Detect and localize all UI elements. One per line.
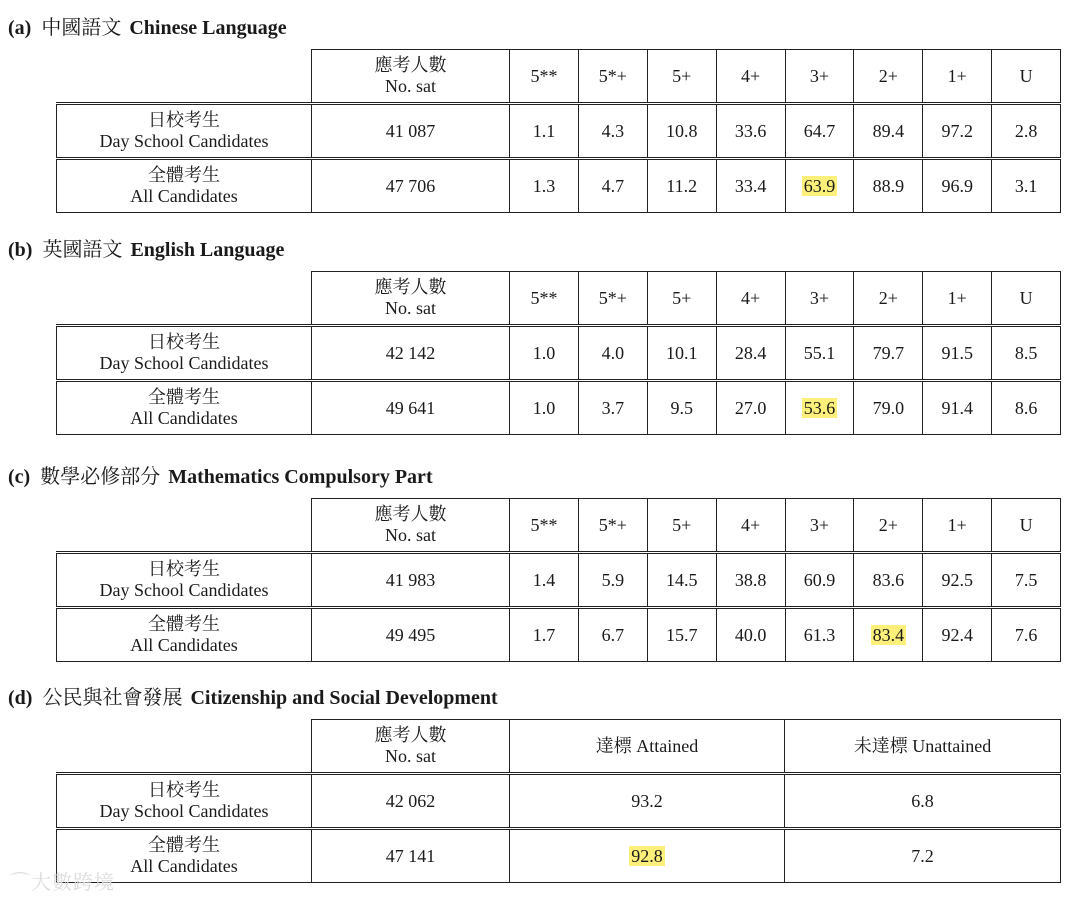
- grade-header: 3+: [785, 499, 854, 553]
- grade-header: 2+: [854, 50, 923, 104]
- section-title-en: Citizenship and Social Development: [190, 687, 498, 709]
- value-cell: [647, 381, 716, 435]
- value-cell: 5.9: [578, 553, 647, 608]
- value-text: 3.1: [1014, 175, 1038, 196]
- value-cell: [647, 608, 716, 662]
- value-cell: [578, 608, 647, 662]
- all-candidates-row: [57, 159, 1061, 213]
- row-label-zh: 全體考生: [148, 387, 220, 407]
- value-cell: 10.8: [647, 104, 716, 159]
- section-a-table: [56, 49, 1061, 213]
- value-cell: 83.6: [854, 553, 923, 608]
- value-cell: 10.1: [647, 326, 716, 381]
- attained-cell: [510, 829, 785, 883]
- value-text: 9.5: [670, 397, 693, 418]
- row-label-zh: 日校考生: [148, 332, 220, 352]
- grade-header: 5+: [647, 499, 716, 553]
- no-sat-cell: 49 641: [312, 381, 510, 435]
- watermark-text: 大數跨境: [31, 870, 115, 894]
- no-sat-en: No. sat: [385, 525, 436, 545]
- value-cell: 92.5: [923, 553, 992, 608]
- value-cell: [716, 159, 785, 213]
- value-text: 11.2: [666, 175, 698, 196]
- no-sat-cell: 42 142: [312, 326, 510, 381]
- no-sat-cell: 41 087: [312, 104, 510, 159]
- value-cell: 33.6: [716, 104, 785, 159]
- grade-header: 5**: [510, 272, 579, 326]
- grade-header: 4+: [716, 499, 785, 553]
- blank-corner: [57, 499, 312, 553]
- value-text: 4.7: [601, 175, 625, 196]
- row-label-zh: 全體考生: [148, 165, 220, 185]
- value-text: 91.4: [941, 397, 973, 418]
- header-row: [57, 272, 1061, 326]
- section-title-en: English Language: [130, 239, 285, 261]
- no-sat-cell: 49 495: [312, 608, 510, 662]
- row-label-en: Day School Candidates: [99, 801, 269, 821]
- all-candidates-row: [57, 829, 1061, 883]
- value-text: 33.4: [734, 175, 767, 196]
- value-cell: [510, 608, 579, 662]
- row-label: [57, 326, 312, 381]
- grade-header: 5*+: [578, 499, 647, 553]
- section-title-en: Chinese Language: [129, 17, 287, 39]
- value-text: 1.3: [532, 175, 556, 196]
- row-label-en: Day School Candidates: [99, 580, 269, 600]
- section-c-table: [56, 498, 1061, 662]
- row-label: [57, 774, 312, 829]
- attained-header: 達標 Attained: [510, 720, 785, 774]
- blank-corner: [57, 50, 312, 104]
- row-label-en: All Candidates: [130, 856, 238, 876]
- no-sat-cell: 47 706: [312, 159, 510, 213]
- row-label: [57, 104, 312, 159]
- grade-header: 5**: [510, 50, 579, 104]
- no-sat-header: [312, 50, 510, 104]
- day-school-row: [57, 553, 1061, 608]
- day-school-row: [57, 326, 1061, 381]
- value-cell: 28.4: [716, 326, 785, 381]
- grade-header: 5*+: [578, 50, 647, 104]
- row-label-zh: 全體考生: [148, 835, 220, 855]
- value-cell: 4.0: [578, 326, 647, 381]
- value-text: 40.0: [734, 624, 767, 645]
- unattained-header: 未達標 Unattained: [785, 720, 1061, 774]
- row-label-zh: 全體考生: [148, 614, 220, 634]
- section-tag: (c): [8, 466, 31, 488]
- section-b-heading: [8, 233, 284, 262]
- grade-header: 5+: [647, 272, 716, 326]
- value-cell: [510, 159, 579, 213]
- section-tag: (d): [8, 687, 33, 709]
- section-d-table: [56, 719, 1061, 883]
- no-sat-zh: 應考人數: [374, 277, 447, 297]
- row-label-zh: 日校考生: [148, 110, 220, 130]
- grade-header: U: [992, 272, 1061, 326]
- watermark: [10, 866, 115, 895]
- section-c-heading: [8, 460, 433, 489]
- value-text: 27.0: [734, 397, 767, 418]
- grade-header: U: [992, 50, 1061, 104]
- value-cell: [716, 608, 785, 662]
- section-title-zh: 英國語文: [42, 239, 123, 261]
- grade-header: 2+: [854, 272, 923, 326]
- grade-header: 2+: [854, 499, 923, 553]
- value-cell: [716, 381, 785, 435]
- value-cell: 14.5: [647, 553, 716, 608]
- section-tag: (a): [8, 17, 32, 39]
- grade-header: 5**: [510, 499, 579, 553]
- grade-header: 3+: [785, 272, 854, 326]
- grade-header: 5*+: [578, 272, 647, 326]
- value-text: 8.6: [1014, 397, 1038, 418]
- section-title-zh: 中國語文: [41, 17, 122, 39]
- row-label-zh: 日校考生: [148, 559, 220, 579]
- no-sat-en: No. sat: [385, 76, 436, 96]
- value-cell: [785, 159, 854, 213]
- section-d-heading: [8, 681, 498, 710]
- value-cell: 2.8: [992, 104, 1061, 159]
- value-cell: 55.1: [785, 326, 854, 381]
- blank-corner: [57, 272, 312, 326]
- value-text: 6.7: [601, 624, 625, 645]
- no-sat-header: [312, 272, 510, 326]
- grade-header: 1+: [923, 272, 992, 326]
- no-sat-en: No. sat: [385, 746, 436, 766]
- value-cell: [992, 159, 1061, 213]
- value-cell: 4.3: [578, 104, 647, 159]
- row-label-en: Day School Candidates: [99, 353, 269, 373]
- no-sat-en: No. sat: [385, 298, 436, 318]
- value-cell: 60.9: [785, 553, 854, 608]
- row-label: [57, 553, 312, 608]
- row-label-zh: 日校考生: [148, 780, 220, 800]
- value-cell: [785, 608, 854, 662]
- value-text: 79.0: [872, 397, 905, 418]
- highlighted-value: 63.9: [803, 175, 836, 196]
- value-cell: 1.0: [510, 326, 579, 381]
- attained-cell: 93.2: [510, 774, 785, 829]
- all-candidates-row: [57, 608, 1061, 662]
- blank-corner: [57, 720, 312, 774]
- no-sat-header: [312, 720, 510, 774]
- value-cell: [854, 608, 923, 662]
- no-sat-header: [312, 499, 510, 553]
- value-cell: 97.2: [923, 104, 992, 159]
- highlighted-value: 92.8: [631, 845, 663, 866]
- section-title-zh: 公民與社會發展: [42, 687, 183, 709]
- value-cell: [923, 159, 992, 213]
- value-cell: 8.5: [992, 326, 1061, 381]
- grade-header: 1+: [923, 499, 992, 553]
- day-school-row: [57, 104, 1061, 159]
- day-school-row: [57, 774, 1061, 829]
- row-label: [57, 381, 312, 435]
- value-text: 3.7: [601, 397, 625, 418]
- no-sat-cell: 42 062: [312, 774, 510, 829]
- value-cell: [854, 159, 923, 213]
- value-cell: [647, 159, 716, 213]
- value-cell: 91.5: [923, 326, 992, 381]
- row-label: [57, 608, 312, 662]
- grade-header: 3+: [785, 50, 854, 104]
- grade-header: 5+: [647, 50, 716, 104]
- watermark-logo-icon: ⌒: [10, 870, 31, 894]
- value-text: 88.9: [872, 175, 905, 196]
- value-text: 1.7: [532, 624, 556, 645]
- value-cell: [992, 608, 1061, 662]
- row-label-en: All Candidates: [130, 408, 238, 428]
- no-sat-cell: 41 983: [312, 553, 510, 608]
- no-sat-zh: 應考人數: [374, 504, 447, 524]
- value-cell: [578, 159, 647, 213]
- section-b-table: [56, 271, 1061, 435]
- value-cell: [578, 381, 647, 435]
- grade-header: U: [992, 499, 1061, 553]
- row-label-en: Day School Candidates: [99, 131, 269, 151]
- value-cell: [992, 381, 1061, 435]
- grade-header: 4+: [716, 272, 785, 326]
- value-cell: 64.7: [785, 104, 854, 159]
- value-cell: 38.8: [716, 553, 785, 608]
- section-tag: (b): [8, 239, 33, 261]
- no-sat-zh: 應考人數: [374, 725, 447, 745]
- highlighted-value: 83.4: [872, 624, 905, 645]
- value-cell: 79.7: [854, 326, 923, 381]
- value-cell: [785, 381, 854, 435]
- value-cell: 89.4: [854, 104, 923, 159]
- value-cell: 1.1: [510, 104, 579, 159]
- value-text: 61.3: [803, 624, 836, 645]
- value-cell: [854, 381, 923, 435]
- section-title-zh: 數學必修部分: [40, 466, 161, 488]
- value-text: 7.6: [1014, 624, 1038, 645]
- header-row: [57, 50, 1061, 104]
- value-cell: [923, 608, 992, 662]
- header-row: [57, 499, 1061, 553]
- value-text: 1.0: [532, 397, 556, 418]
- value-text: 15.7: [665, 624, 698, 645]
- value-cell: 7.5: [992, 553, 1061, 608]
- row-label-en: All Candidates: [130, 635, 238, 655]
- section-a-heading: [8, 11, 287, 40]
- value-text: 92.4: [941, 624, 973, 645]
- highlighted-value: 53.6: [803, 397, 836, 418]
- value-text: 96.9: [941, 175, 973, 196]
- value-cell: 1.4: [510, 553, 579, 608]
- unattained-cell: 7.2: [785, 829, 1061, 883]
- row-label: [57, 159, 312, 213]
- grade-header: 1+: [923, 50, 992, 104]
- row-label-en: All Candidates: [130, 186, 238, 206]
- value-cell: [510, 381, 579, 435]
- grade-header: 4+: [716, 50, 785, 104]
- no-sat-cell: 47 141: [312, 829, 510, 883]
- all-candidates-row: [57, 381, 1061, 435]
- unattained-cell: 6.8: [785, 774, 1061, 829]
- header-row: [57, 720, 1061, 774]
- no-sat-zh: 應考人數: [374, 55, 447, 75]
- value-cell: [923, 381, 992, 435]
- section-title-en: Mathematics Compulsory Part: [168, 466, 433, 488]
